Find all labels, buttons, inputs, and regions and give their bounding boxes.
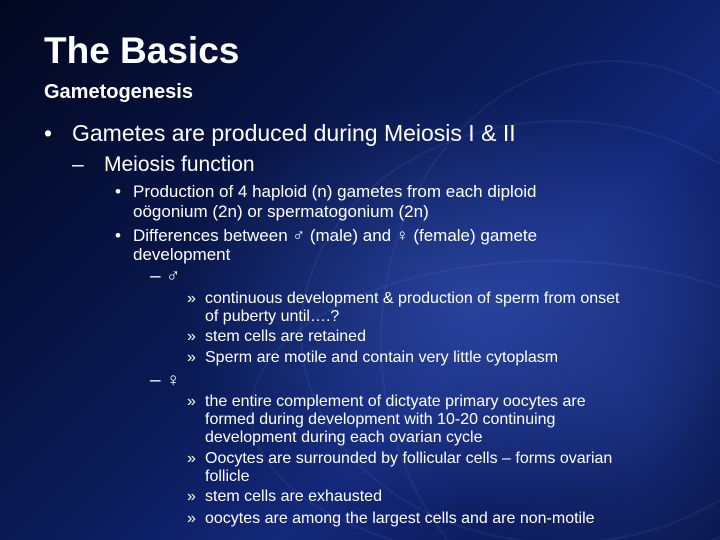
female-symbol: ♀ [166,370,181,391]
bullet-text: continuous development & production of sperm from onset [205,290,620,307]
raquo-marker: » [187,488,196,505]
bullet-text: of puberty until….? [205,308,340,325]
bullet-marker: • [115,182,121,201]
raquo-marker: » [187,510,196,527]
bullet-text: stem cells are exhausted [205,488,382,505]
raquo-marker: » [187,328,196,345]
bullet-text: Gametes are produced during Meiosis I & II [72,120,516,146]
bullet-marker: • [115,226,121,245]
male-symbol: ♂ [166,266,181,287]
bullet-text: follicle [205,468,250,485]
bullet-text: Sperm are motile and contain very little cytoplasm [205,349,559,366]
dash-marker: – [150,370,161,391]
bullet-text: development [133,245,231,264]
bullet-text: oocytes are among the largest cells and are non-motile [205,510,595,527]
bullet-text: oögonium (2n) or spermatogonium (2n) [133,202,429,221]
raquo-marker: » [187,393,196,410]
bullet-text: the entire complement of dictyate primary oocytes are [205,393,586,410]
raquo-marker: » [187,349,196,366]
bullet-text: Meiosis function [104,153,255,176]
bullet-text: development during each ovarian cycle [205,429,483,446]
raquo-marker: » [187,290,196,307]
bullet-text: Differences between ♂ (male) and ♀ (female) gamete [133,226,538,245]
bullet-text: formed during development with 10-20 continuing [205,411,556,428]
bullet-text: stem cells are retained [205,328,366,345]
bullet-marker: • [44,120,53,146]
dash-marker: – [72,153,84,176]
dash-marker: – [150,266,161,287]
bullet-text: Production of 4 haploid (n) gametes from each diploid [133,182,537,201]
slide-title: The Basics [44,30,240,71]
bullet-text: Oocytes are surrounded by follicular cells – forms ovarian [205,450,613,467]
raquo-marker: » [187,450,196,467]
slide-subtitle: Gametogenesis [44,81,193,103]
